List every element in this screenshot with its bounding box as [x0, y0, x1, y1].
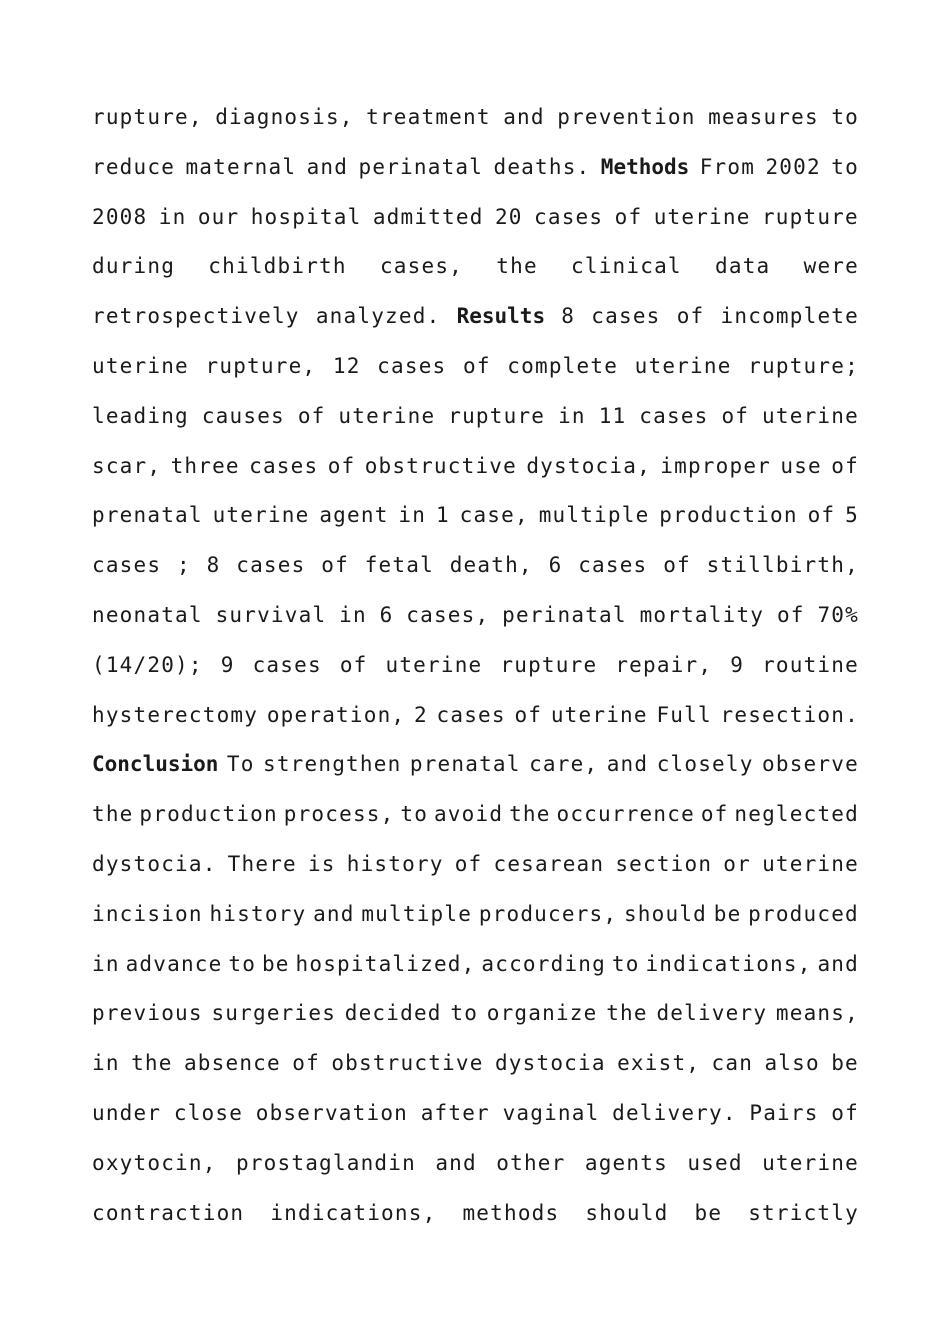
word: and: [606, 752, 649, 777]
text-line: [92, 691, 859, 741]
word: organize: [486, 1001, 598, 1026]
word: in: [398, 503, 427, 528]
section-heading: Methods: [600, 154, 690, 179]
word: 8: [206, 553, 221, 578]
text-line: [92, 1189, 859, 1239]
word: 6: [548, 553, 563, 578]
word: perinatal: [358, 154, 484, 179]
word: in: [339, 602, 367, 627]
word: improper: [660, 453, 772, 478]
text-line: [92, 392, 859, 442]
word: data: [715, 254, 771, 279]
text-line: [92, 342, 859, 392]
word: and: [503, 105, 545, 129]
section-heading: Conclusion: [92, 752, 219, 777]
word: produced: [748, 901, 859, 926]
word: scar,: [92, 453, 162, 478]
word: be: [261, 951, 290, 976]
word: section: [615, 851, 713, 876]
word: rupture;: [748, 353, 859, 378]
text-line: [92, 1089, 859, 1139]
word: rupture,: [205, 353, 317, 378]
text-line: [92, 790, 859, 840]
word: strengthen: [263, 752, 402, 777]
word: retrospectively: [92, 304, 300, 329]
text-line: [92, 1039, 859, 1089]
word: cases: [578, 553, 648, 578]
word: and: [313, 901, 355, 926]
word: neonatal: [92, 602, 203, 627]
word: cases,: [406, 602, 490, 627]
word: survival: [215, 602, 327, 627]
word: history: [209, 901, 307, 926]
word: ;: [177, 553, 191, 578]
word: our: [197, 204, 240, 229]
word: during: [92, 254, 176, 279]
word: under: [92, 1100, 162, 1125]
word: incomplete: [720, 304, 859, 329]
word: rupture: [761, 204, 859, 229]
word: also: [764, 1051, 820, 1076]
word: Pairs: [749, 1100, 819, 1125]
word: according: [481, 951, 606, 976]
word: can: [711, 1051, 754, 1076]
word: of: [463, 353, 491, 378]
word: 70%: [817, 602, 859, 627]
word: of: [663, 553, 691, 578]
section-heading: Results: [456, 304, 546, 329]
word: From: [699, 154, 756, 179]
word: to: [228, 951, 257, 976]
word: vaginal: [502, 1100, 600, 1125]
word: three: [170, 453, 240, 478]
word: the: [606, 1001, 648, 1026]
word: cases: [591, 304, 661, 329]
word: means,: [775, 1001, 859, 1026]
word: uterine: [634, 353, 732, 378]
word: multiple: [538, 503, 650, 528]
word: diagnosis,: [215, 105, 354, 129]
word: oxytocin,: [92, 1150, 217, 1175]
word: occurrence: [556, 802, 695, 827]
word: childbirth: [208, 254, 347, 279]
word: maternal: [185, 154, 297, 179]
word: in: [92, 951, 120, 976]
word: neglected: [734, 802, 859, 827]
word: the: [496, 254, 538, 279]
word: should: [623, 901, 708, 926]
word: strictly: [748, 1200, 859, 1225]
word: cases: [236, 553, 306, 578]
word: of: [776, 602, 805, 627]
word: care,: [529, 752, 599, 777]
word: stillbirth,: [706, 553, 859, 578]
word: prenatal: [92, 503, 203, 528]
word: multiple: [361, 901, 473, 926]
word: contraction: [92, 1200, 245, 1225]
text-line: [92, 491, 859, 541]
word: agents: [584, 1150, 668, 1175]
word: of: [321, 553, 349, 578]
word: observation: [255, 1100, 409, 1125]
word: or: [723, 851, 751, 876]
word: uterine: [762, 403, 859, 428]
word: Full: [656, 702, 712, 727]
word: uterine: [92, 353, 189, 378]
word: dystocia,: [526, 453, 651, 478]
word: 9: [730, 652, 745, 677]
word: analyzed.: [315, 304, 441, 329]
word: 2002: [765, 154, 821, 179]
text-line: [92, 442, 859, 492]
word: indications,: [270, 1200, 437, 1225]
word: clinical: [571, 254, 682, 279]
word: reduce: [92, 154, 176, 179]
text-line: [92, 1139, 859, 1189]
word: avoid: [433, 802, 504, 827]
word: closely: [656, 752, 754, 777]
word: of: [514, 702, 543, 727]
word: the: [131, 1051, 173, 1076]
word: obstructive: [364, 453, 517, 478]
word: To: [226, 752, 255, 777]
text-line: [92, 541, 859, 591]
word: production: [659, 503, 798, 528]
word: 8: [561, 304, 576, 329]
word: prostaglandin: [235, 1150, 416, 1175]
word: operation,: [266, 702, 406, 727]
word: of: [831, 1100, 859, 1125]
word: resection.: [720, 702, 859, 727]
text-line: [92, 93, 859, 143]
word: dystocia: [494, 1051, 606, 1076]
word: exist,: [617, 1051, 701, 1076]
word: in: [158, 204, 187, 229]
word: decided: [344, 1001, 442, 1026]
text-line: [92, 641, 859, 691]
word: 2008: [92, 204, 148, 229]
word: rupture: [500, 652, 598, 677]
word: of: [339, 652, 368, 677]
word: process,: [283, 802, 395, 827]
word: is: [307, 851, 336, 876]
text-line: [92, 740, 859, 790]
word: in: [92, 1051, 120, 1076]
word: 11: [598, 403, 627, 428]
word: to: [831, 105, 859, 129]
word: of: [807, 503, 836, 528]
word: mortality: [639, 602, 765, 627]
word: uterine: [550, 702, 648, 727]
word: producers,: [478, 901, 618, 926]
word: delivery.: [612, 1100, 737, 1125]
word: admitted: [372, 204, 484, 229]
word: and: [817, 951, 859, 976]
word: deaths.: [493, 154, 591, 179]
word: cases,: [379, 254, 464, 279]
word: agent: [319, 503, 389, 528]
word: be: [713, 901, 742, 926]
word: cases: [377, 353, 447, 378]
word: death,: [449, 553, 533, 578]
word: uterine: [385, 652, 483, 677]
word: uterine: [212, 503, 310, 528]
word: methods: [462, 1200, 560, 1225]
word: 5: [845, 503, 859, 528]
word: surgeries: [211, 1001, 337, 1026]
word: cases: [534, 204, 604, 229]
word: the: [92, 802, 134, 827]
word: cases: [436, 702, 506, 727]
word: complete: [507, 353, 619, 378]
word: case,: [459, 503, 529, 528]
word: to: [400, 802, 429, 827]
word: of: [297, 403, 326, 428]
word: causes: [201, 403, 285, 428]
word: history: [346, 851, 444, 876]
word: production: [139, 802, 278, 827]
word: were: [803, 254, 859, 279]
word: of: [454, 851, 483, 876]
word: to: [831, 154, 859, 179]
text-line: [92, 591, 859, 641]
word: 6: [379, 602, 394, 627]
word: cesarean: [493, 851, 605, 876]
word: delivery: [656, 1001, 768, 1026]
word: leading: [92, 403, 189, 428]
word: of: [327, 453, 356, 478]
word: rupture: [448, 403, 546, 428]
abstract-body: [92, 93, 859, 1238]
text-line: [92, 890, 859, 940]
word: other: [496, 1150, 566, 1175]
word: of: [831, 453, 859, 478]
word: and: [435, 1150, 477, 1175]
word: indications,: [645, 951, 812, 976]
word: cases: [249, 453, 319, 478]
word: treatment: [366, 105, 491, 129]
word: hospitalized,: [295, 951, 476, 976]
word: be: [831, 1051, 859, 1076]
word: be: [694, 1200, 723, 1225]
word: after: [420, 1100, 490, 1125]
word: of: [700, 802, 729, 827]
word: of: [721, 403, 750, 428]
word: use: [780, 453, 822, 478]
word: hysterectomy: [92, 702, 259, 727]
word: 2: [413, 702, 428, 727]
word: 20: [494, 204, 523, 229]
word: obstructive: [331, 1051, 484, 1076]
word: cases: [92, 553, 162, 578]
word: measures: [708, 105, 819, 129]
word: uterine: [762, 1150, 859, 1175]
word: to: [611, 951, 640, 976]
word: routine: [762, 652, 859, 677]
text-line: [92, 840, 859, 890]
word: close: [173, 1100, 244, 1125]
word: and: [306, 154, 349, 179]
word: (14/20);: [92, 652, 203, 677]
word: fetal: [364, 553, 434, 578]
word: advance: [125, 951, 223, 976]
word: prenatal: [409, 752, 521, 777]
word: perinatal: [502, 602, 627, 627]
word: 1: [435, 503, 450, 528]
word: rupture,: [92, 105, 203, 129]
text-line: [92, 143, 859, 193]
word: in: [558, 403, 586, 428]
word: uterine: [338, 403, 436, 428]
word: of: [614, 204, 643, 229]
word: incision: [92, 901, 203, 926]
word: cases: [252, 652, 322, 677]
text-line: [92, 292, 859, 342]
word: observe: [762, 752, 859, 777]
word: used: [687, 1150, 743, 1175]
word: 9: [220, 652, 235, 677]
word: 12: [332, 353, 361, 378]
word: previous: [92, 1001, 203, 1026]
text-line: [92, 193, 859, 243]
text-line: [92, 940, 859, 990]
word: to: [450, 1001, 479, 1026]
word: should: [585, 1200, 669, 1225]
word: prevention: [557, 105, 696, 129]
word: of: [676, 304, 705, 329]
word: uterine: [653, 204, 751, 229]
word: repair,: [615, 652, 713, 677]
word: uterine: [762, 851, 859, 876]
word: dystocia.: [92, 851, 217, 876]
word: cases: [639, 403, 709, 428]
word: hospital: [250, 204, 362, 229]
word: absence: [183, 1051, 281, 1076]
word: the: [509, 802, 551, 827]
text-line: [92, 989, 859, 1039]
word: There: [227, 851, 297, 876]
text-line: [92, 242, 859, 292]
word: of: [292, 1051, 320, 1076]
